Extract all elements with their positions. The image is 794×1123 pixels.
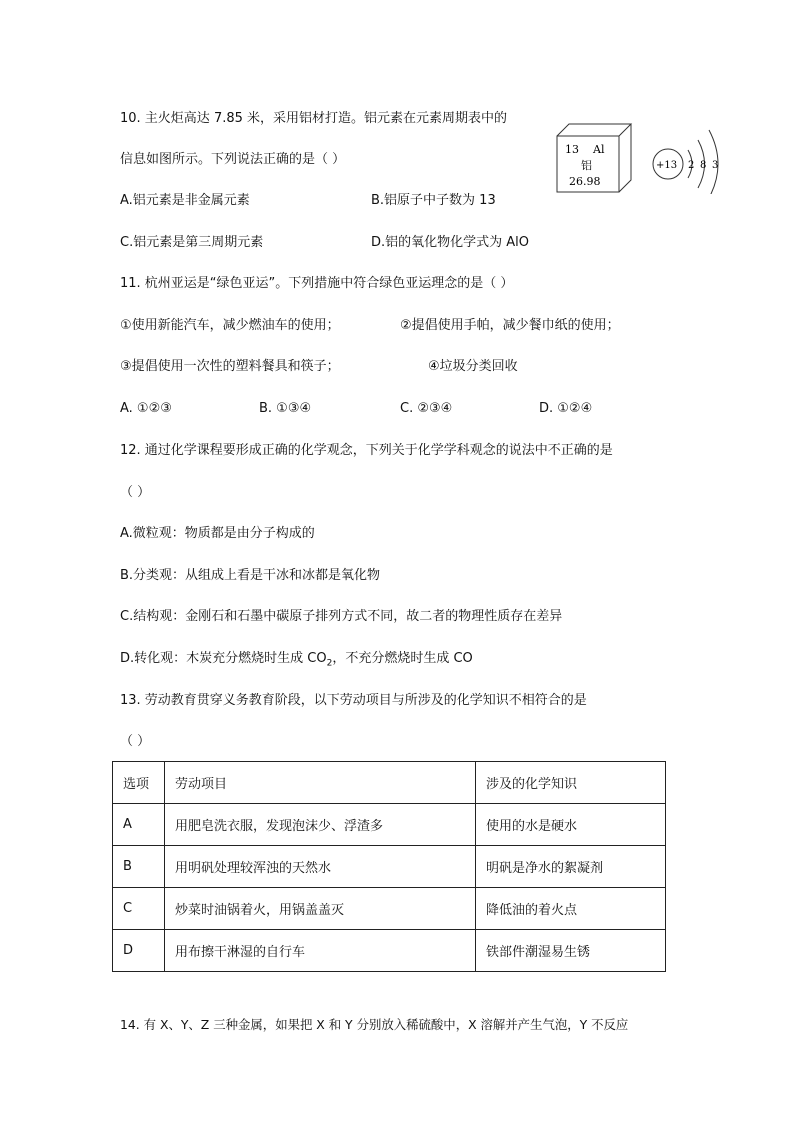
table-row — [113, 846, 666, 888]
table-cell: 铁部件潮湿易生锈 — [476, 930, 666, 972]
q13-stem: 13. 劳动教育贯穿义务教育阶段，以下劳动项目与所涉及的化学知识不相符合的是 — [120, 693, 587, 708]
q12-option-b: B.分类观：从组成上看是干冰和冰都是氧化物 — [120, 568, 381, 583]
atomic-mass: 26.98 — [569, 175, 601, 188]
table-cell: 使用的水是硬水 — [476, 804, 666, 846]
q12-option-a: A.微粒观：物质都是由分子构成的 — [120, 526, 315, 541]
aluminum-element-figure — [555, 122, 735, 194]
table-cell: B — [113, 846, 165, 888]
q11-option-a: A. ①②③ — [120, 401, 172, 416]
table-header-cell: 劳动项目 — [165, 762, 476, 804]
table-row — [113, 804, 666, 846]
q11-option-b: B. ①③④ — [259, 401, 312, 416]
table-header-row — [113, 762, 666, 804]
labor-knowledge-table — [112, 761, 666, 972]
q12-option-d-subscript: 2 — [326, 658, 333, 669]
table-cell: D — [113, 930, 165, 972]
q10-option-a: A.铝元素是非金属元素 — [120, 193, 250, 208]
table-cell: C — [113, 888, 165, 930]
q10-stem-line1: 10. 主火炬高达 7.85 米，采用铝材打造。铝元素在元素周期表中的 — [120, 111, 508, 126]
table-header-cell: 涉及的化学知识 — [476, 762, 666, 804]
table-cell: 用肥皂洗衣服，发现泡沫少、浮渣多 — [165, 804, 476, 846]
q12-option-d-part2: ，不充分燃烧时生成 CO — [332, 651, 473, 666]
q10-option-b: B.铝原子中子数为 13 — [371, 193, 496, 208]
table-cell: 用明矾处理较浑浊的天然水 — [165, 846, 476, 888]
table-row — [113, 930, 666, 972]
q12-answer-paren: （ ） — [120, 485, 151, 500]
q11-option-d: D. ①②④ — [539, 401, 593, 416]
nucleus-charge: +13 — [656, 160, 678, 171]
q11-statement-1: ①使用新能汽车，减少燃油车的使用； — [120, 318, 340, 333]
shell-1-electrons: 2 — [688, 160, 695, 171]
table-cell: A — [113, 804, 165, 846]
table-row — [113, 888, 666, 930]
shell-3-electrons: 3 — [712, 160, 719, 171]
table-cell: 炒菜时油锅着火，用锅盖盖灭 — [165, 888, 476, 930]
table-cell: 降低油的着火点 — [476, 888, 666, 930]
atom-structure-diagram — [653, 130, 718, 194]
table-header-cell: 选项 — [113, 762, 165, 804]
atomic-number: 13 — [565, 143, 579, 156]
q12-option-c: C.结构观：金刚石和石墨中碳原子排列方式不同，故二者的物理性质存在差异 — [120, 609, 563, 624]
q12-option-d — [120, 650, 473, 668]
q11-stem: 11. 杭州亚运是“绿色亚运”。下列措施中符合绿色亚运理念的是（ ） — [120, 276, 514, 291]
table-cell: 用布擦干淋湿的自行车 — [165, 930, 476, 972]
element-symbol: Al — [593, 143, 605, 156]
q10-option-d: D.铝的氧化物化学式为 AlO — [371, 235, 530, 250]
table-cell: 明矾是净水的絮凝剂 — [476, 846, 666, 888]
q14-stem: 14. 有 X、Y、Z 三种金属，如果把 X 和 Y 分别放入稀硫酸中，X 溶解并产生气泡，Y 不反应 — [120, 1017, 629, 1032]
q11-statement-2: ②提倡使用手帕，减少餐巾纸的使用； — [400, 318, 620, 333]
q10-option-c: C.铝元素是第三周期元素 — [120, 235, 264, 250]
q13-answer-paren: （ ） — [120, 734, 151, 749]
q11-statement-3: ③提倡使用一次性的塑料餐具和筷子； — [120, 359, 340, 374]
q11-option-c: C. ②③④ — [400, 401, 453, 416]
q12-option-d-part1: D.转化观：木炭充分燃烧时生成 CO — [120, 651, 327, 666]
q11-statement-4: ④垃圾分类回收 — [428, 359, 518, 374]
element-name: 铝 — [581, 159, 592, 172]
q12-stem: 12. 通过化学课程要形成正确的化学观念，下列关于化学学科观念的说法中不正确的是 — [120, 443, 613, 458]
q10-stem-line2: 信息如图所示。下列说法正确的是（ ） — [120, 152, 346, 167]
element-cell — [557, 124, 631, 192]
shell-2-electrons: 8 — [700, 160, 707, 171]
